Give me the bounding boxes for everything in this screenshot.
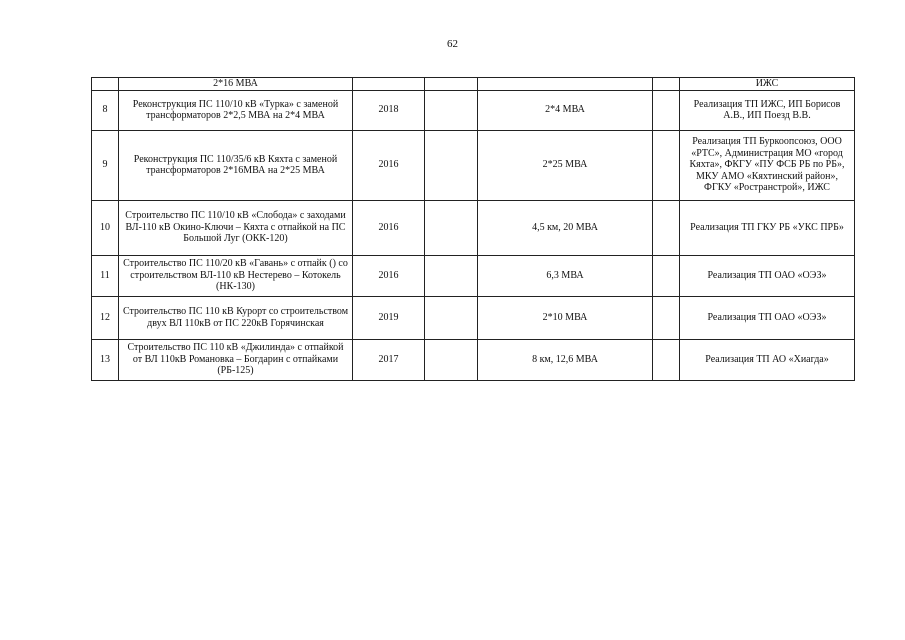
capacity-cell: 2*25 МВА [478, 130, 653, 200]
note-cell: Реализация ТП ОАО «ОЭЗ» [680, 296, 855, 339]
year-cell: 2017 [353, 339, 425, 380]
capacity-cell: 6,3 МВА [478, 255, 653, 296]
note-cell: Реализация ТП ОАО «ОЭЗ» [680, 255, 855, 296]
project-name-cell: Строительство ПС 110 кВ Курорт со строительством двух ВЛ 110кВ от ПС 220кВ Горячинская [119, 296, 353, 339]
note-cell: Реализация ТП Буркоопсоюз, ООО «РТС», Администрация МО «город Кяхта», ФКГУ «ПУ ФСБ РБ по РБ», МКУ АМО «Кяхтинский район», ФГКУ «Ространстрой», ИЖС [680, 130, 855, 200]
year-cell: 2018 [353, 90, 425, 130]
empty-cell [653, 78, 680, 91]
row-number-cell [92, 78, 119, 91]
capacity-cell: 2*10 МВА [478, 296, 653, 339]
note-cell: Реализация ТП ГКУ РБ «УКС ПРБ» [680, 200, 855, 255]
year-cell: 2019 [353, 296, 425, 339]
row-number-cell: 13 [92, 339, 119, 380]
row-number-cell: 12 [92, 296, 119, 339]
project-name-cell: Реконструкция ПС 110/35/6 кВ Кяхта с заменой трансформаторов 2*16МВА на 2*25 МВА [119, 130, 353, 200]
capacity-cell: 8 км, 12,6 МВА [478, 339, 653, 380]
page-number: 62 [447, 38, 458, 50]
empty-cell [425, 296, 478, 339]
table-row [92, 296, 855, 339]
year-cell [353, 78, 425, 91]
empty-cell [425, 90, 478, 130]
row-number-cell: 9 [92, 130, 119, 200]
year-cell: 2016 [353, 200, 425, 255]
capacity-cell [478, 78, 653, 91]
empty-cell [425, 130, 478, 200]
empty-cell [425, 200, 478, 255]
empty-cell [425, 78, 478, 91]
project-name-cell: 2*16 МВА [119, 78, 353, 91]
empty-cell [653, 90, 680, 130]
empty-cell [653, 255, 680, 296]
year-cell: 2016 [353, 130, 425, 200]
note-cell: Реализация ТП АО «Хиагда» [680, 339, 855, 380]
empty-cell [653, 200, 680, 255]
note-cell: Реализация ТП ИЖС, ИП Борисов А.В., ИП Поезд В.В. [680, 90, 855, 130]
table-row [92, 255, 855, 296]
row-number-cell: 10 [92, 200, 119, 255]
row-number-cell: 11 [92, 255, 119, 296]
table-row [92, 200, 855, 255]
empty-cell [653, 296, 680, 339]
table-row [92, 90, 855, 130]
empty-cell [653, 130, 680, 200]
empty-cell [425, 339, 478, 380]
capacity-cell: 2*4 МВА [478, 90, 653, 130]
row-number-cell: 8 [92, 90, 119, 130]
empty-cell [653, 339, 680, 380]
capacity-cell: 4,5 км, 20 МВА [478, 200, 653, 255]
project-name-cell: Строительство ПС 110/10 кВ «Слобода» с заходами ВЛ-110 кВ Окино-Ключи – Кяхта с отпайкой на ПС Большой Луг (ОКК-120) [119, 200, 353, 255]
table-row [92, 78, 855, 91]
project-table [91, 77, 855, 381]
project-name-cell: Строительство ПС 110 кВ «Джилинда» с отпайкой от ВЛ 110кВ Романовка – Богдарин с отпайками (РБ-125) [119, 339, 353, 380]
table-row [92, 130, 855, 200]
note-cell: ИЖС [680, 78, 855, 91]
project-name-cell: Реконструкция ПС 110/10 кВ «Турка» с заменой трансформаторов 2*2,5 МВА на 2*4 МВА [119, 90, 353, 130]
year-cell: 2016 [353, 255, 425, 296]
project-name-cell: Строительство ПС 110/20 кВ «Гавань» с отпайк () со строительством ВЛ-110 кВ Нестерево – Котокель (НК-130) [119, 255, 353, 296]
empty-cell [425, 255, 478, 296]
table-row [92, 339, 855, 380]
